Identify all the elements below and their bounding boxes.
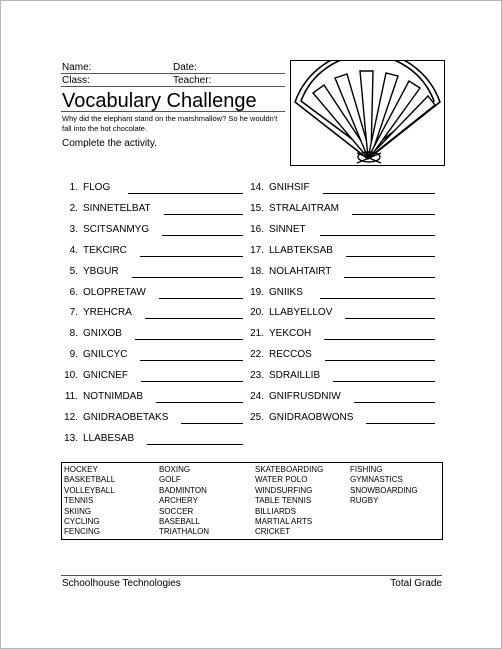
scrambled-word: GNIIKS [269,286,303,298]
puzzle-number: 1. [69,182,78,193]
folding-fan-icon [291,61,444,165]
puzzle-item [244,203,339,215]
word-bank-entry: FENCING [64,527,100,537]
puzzle-item [58,433,134,445]
class-teacher-line [61,86,285,87]
teacher-label: Teacher: [173,75,212,86]
scrambled-word: SINNETELBAT [83,202,151,214]
puzzle-item [58,391,143,403]
scrambled-word: GNIXOB [83,328,122,340]
word-bank-entry: SKIING [64,506,92,516]
word-bank-column [64,465,115,538]
answer-blank[interactable] [145,318,243,319]
puzzle-item [58,412,168,424]
answer-blank[interactable] [156,402,243,403]
answer-blank[interactable] [352,214,435,215]
scrambled-word: YREHCRA [83,307,132,319]
name-date-line [61,73,285,74]
puzzle-number: 13. [64,432,78,444]
puzzle-item [244,266,331,278]
puzzle-item [58,245,127,257]
word-bank-entry: HOCKEY [64,465,98,474]
answer-blank[interactable] [132,277,243,278]
puzzle-number: 25. [250,411,264,423]
word-bank-entry: BOXING [159,465,191,474]
answer-blank[interactable] [324,339,435,340]
puzzle-item [244,349,312,361]
puzzle-number: 2. [69,202,78,214]
word-bank-entry: FISHING [350,465,383,474]
answer-blank[interactable] [366,423,435,424]
scrambled-word: NOTNIMDAB [83,391,143,402]
scrambled-word: YBGUR [83,265,119,277]
puzzle-item [58,287,146,299]
answer-blank[interactable] [325,360,435,361]
puzzle-item [244,245,333,257]
answer-blank[interactable] [162,235,243,236]
scrambled-word: LLABTEKSAB [269,244,333,256]
scrambled-word: SDRAILLIB [269,370,321,382]
answer-blank[interactable] [135,339,243,340]
word-bank-entry: BADMINTON [159,485,207,495]
puzzle-item [58,349,127,361]
word-bank-entry: TRIATHALON [159,527,210,537]
puzzle-item [244,412,353,424]
answer-blank[interactable] [346,256,435,257]
scrambled-word: GNIHSIF [269,182,310,193]
puzzle-number: 23. [250,370,264,382]
puzzle-item [58,182,110,194]
answer-blank[interactable] [333,381,435,382]
word-bank-entry: SNOWBOARDING [350,485,418,495]
puzzle-item [244,224,306,236]
puzzle-number: 4. [69,244,78,256]
puzzle-number: 20. [250,307,264,319]
scrambled-word: GNIFRUSDNIW [269,391,341,402]
scrambled-word: LLABYELLOV [269,307,333,319]
instructions-text: Complete the activity. [62,138,157,149]
word-bank-entry: BASEBALL [159,517,200,527]
answer-blank[interactable] [345,318,435,319]
puzzle-number: 14. [250,182,264,193]
answer-blank[interactable] [344,277,435,278]
puzzle-number: 22. [250,349,264,361]
puzzle-number: 11. [64,391,78,402]
word-bank-entry: ARCHERY [159,496,198,506]
puzzle-number: 5. [69,265,78,277]
puzzle-number: 7. [69,307,78,319]
word-bank-entry: BASKETBALL [64,475,116,485]
word-bank-entry: TENNIS [64,496,94,506]
puzzle-number: 9. [69,349,78,361]
scrambled-word: GNIDRAOBETAKS [83,411,169,423]
puzzle-item [244,182,310,194]
title-underline [61,111,285,112]
word-bank-entry: BILLIARDS [255,506,296,516]
puzzle-number: 17. [250,244,264,256]
class-label: Class: [62,75,90,86]
word-bank-entry: CRICKET [255,527,291,537]
puzzle-item [244,391,341,403]
scrambled-word: NOLAHTAIRT [269,265,332,277]
answer-blank[interactable] [181,423,243,424]
puzzle-number: 15. [250,202,264,214]
page-title: Vocabulary Challenge [62,90,257,112]
puzzle-number: 10. [64,370,78,382]
puzzle-number: 6. [69,286,78,298]
answer-blank[interactable] [128,193,243,194]
word-bank-column [350,465,418,507]
scrambled-word: SCITSANMYG [83,223,150,235]
puzzle-number: 24. [250,391,264,402]
scrambled-word: FLOG [83,182,111,193]
puzzle-number: 12. [64,411,78,423]
puzzle-item [58,328,122,340]
puzzle-item [244,328,311,340]
word-bank-entry: WATER POLO [255,475,308,485]
scrambled-word: GNIDRAOBWONS [269,411,354,423]
answer-blank[interactable] [141,381,243,382]
answer-blank[interactable] [159,298,243,299]
footer-total-grade: Total Grade [390,578,442,589]
puzzle-item [58,203,151,215]
footer-publisher: Schoolhouse Technologies [62,578,181,589]
word-bank-entry: SKATEBOARDING [255,465,324,474]
word-bank-entry: GOLF [159,475,181,485]
word-bank-entry: RUGBY [350,496,379,506]
answer-blank[interactable] [140,256,243,257]
word-bank-column [159,465,209,538]
answer-blank[interactable] [320,298,435,299]
scrambled-word: RECCOS [269,349,312,361]
scrambled-word: OLOPRETAW [83,286,146,298]
word-bank-entry: MARTIAL ARTS [255,517,313,527]
word-bank-column [255,465,323,538]
scrambled-word: GNICNEF [83,370,128,382]
answer-blank[interactable] [147,444,243,445]
puzzle-number: 16. [250,223,264,235]
answer-blank[interactable] [320,235,435,236]
puzzle-number: 3. [69,223,78,235]
puzzle-item [58,370,128,382]
puzzle-item [58,307,132,319]
riddle-text: Why did the elephant stand on the marshmallow? So he wouldn't fall into the hot chocolate. [62,114,278,133]
puzzle-number: 8. [69,328,78,340]
answer-blank[interactable] [354,402,435,403]
word-bank-entry: VOLLEYBALL [64,485,115,495]
word-bank-entry: TABLE TENNIS [255,496,312,506]
answer-blank[interactable] [164,214,243,215]
word-bank-entry: CYCLING [64,517,100,527]
puzzle-number: 19. [250,286,264,298]
puzzle-item [58,224,149,236]
answer-blank[interactable] [140,360,243,361]
scrambled-word: SINNET [269,223,306,235]
word-bank-entry: SOCCER [159,506,194,516]
scrambled-word: STRALAITRAM [269,202,340,214]
word-bank [61,462,443,540]
puzzle-number: 18. [250,265,264,277]
scrambled-word: TEKCIRC [83,244,127,256]
scrambled-word: LLABESAB [83,432,135,444]
word-bank-entry: GYMNASTICS [350,475,403,485]
name-label: Name: [62,62,92,73]
puzzle-item [244,287,303,299]
date-label: Date: [173,62,197,73]
scrambled-word: GNILCYC [83,349,128,361]
scrambled-word: YEKCOH [269,328,312,340]
puzzle-item [58,266,119,278]
puzzle-number: 21. [250,328,264,340]
word-bank-entry: WINDSURFING [255,485,313,495]
puzzle-item [244,307,332,319]
footer-divider [61,575,442,576]
puzzle-item [244,370,320,382]
answer-blank[interactable] [323,193,435,194]
fan-image-frame [290,60,445,166]
